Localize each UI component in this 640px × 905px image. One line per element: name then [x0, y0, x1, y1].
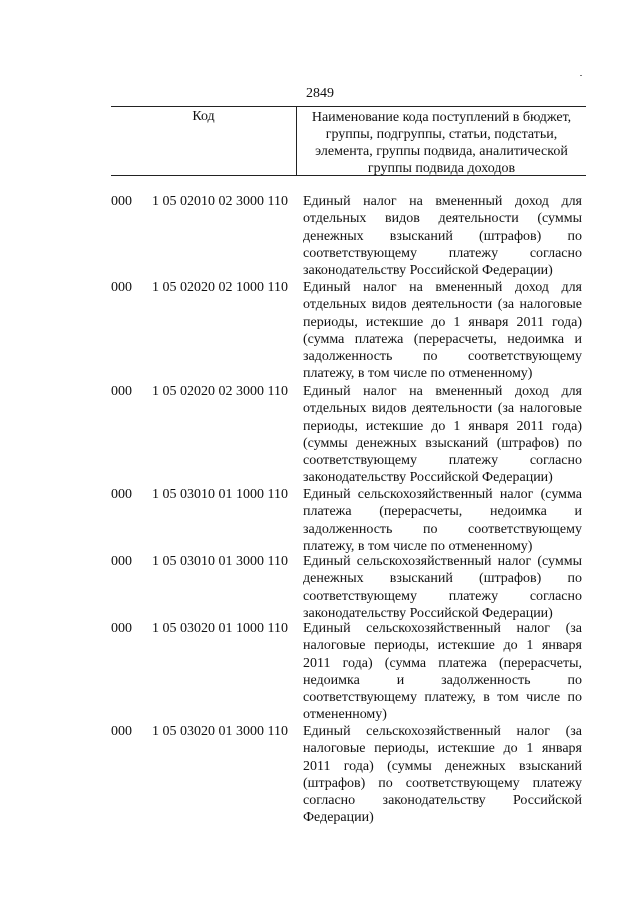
budget-code: 1 05 03010 01 1000 110 [152, 487, 288, 502]
table-header [111, 106, 586, 176]
admin-code: 000 [111, 554, 132, 569]
admin-code: 000 [111, 724, 132, 739]
table-row [0, 193, 640, 279]
scan-dot [580, 75, 582, 76]
code-description: Единый налог на вмененный доход для отдельных видов деятельности (за налоговые периоды, истекшие до 1 января 2011 года) (суммы денежных взысканий (штрафов) по соответствующему платежу согласно законодательству Российской Федерации) [303, 384, 582, 486]
page-number: 2849 [306, 86, 334, 101]
budget-code: 1 05 02010 02 3000 110 [152, 194, 288, 209]
budget-code: 1 05 02020 02 3000 110 [152, 384, 288, 399]
table-row [0, 383, 640, 486]
code-description: Единый сельскохозяйственный налог (за налоговые периоды, истекшие до 1 января 2011 года) (сумма платежа (перерасчеты, недоимка и задолженность по соответствующему платежу, в том числе по отмененному) [303, 621, 582, 723]
table-row [0, 279, 640, 383]
budget-code: 1 05 03020 01 3000 110 [152, 724, 288, 739]
budget-code: 1 05 02020 02 1000 110 [152, 280, 288, 295]
code-description: Единый сельскохозяйственный налог (суммы денежных взысканий (штрафов) по соответствующему платежу согласно законодательству Российской Федерации) [303, 554, 582, 621]
code-description: Единый сельскохозяйственный налог (сумма платежа (перерасчеты, недоимка и задолженность по соответствующему платежу, в том числе по отмененному) [303, 487, 582, 554]
table-row [0, 723, 640, 827]
code-description: Единый налог на вмененный доход для отдельных видов деятельности (суммы денежных взысканий (штрафов) по соответствующему платежу согласно законодательству Российской Федерации) [303, 194, 582, 279]
code-description: Единый налог на вмененный доход для отдельных видов деятельности (за налоговые периоды, истекшие до 1 января 2011 года) (сумма платежа (перерасчеты, недоимка и задолженность по соответствующему платежу, в том числе по отмененному) [303, 280, 582, 382]
code-column-header: Код [192, 109, 215, 124]
admin-code: 000 [111, 194, 132, 209]
table-body [0, 193, 640, 827]
table-row [0, 620, 640, 723]
admin-code: 000 [111, 487, 132, 502]
code-description: Единый сельскохозяйственный налог (за налоговые периоды, истекшие до 1 января 2011 года) (суммы денежных взысканий (штрафов) по соответствующему платежу согласно законодательству Российской Федерации) [303, 724, 582, 826]
table-row [0, 553, 640, 620]
budget-code: 1 05 03010 01 3000 110 [152, 554, 288, 569]
admin-code: 000 [111, 621, 132, 636]
budget-code: 1 05 03020 01 1000 110 [152, 621, 288, 636]
admin-code: 000 [111, 384, 132, 399]
admin-code: 000 [111, 280, 132, 295]
table-row [0, 486, 640, 553]
name-column-header: Наименование кода поступлений в бюджет, группы, подгруппы, статьи, подстатьи, элемента, группы подвида, аналитической группы подвида доходов [311, 110, 572, 176]
column-divider [296, 107, 297, 175]
